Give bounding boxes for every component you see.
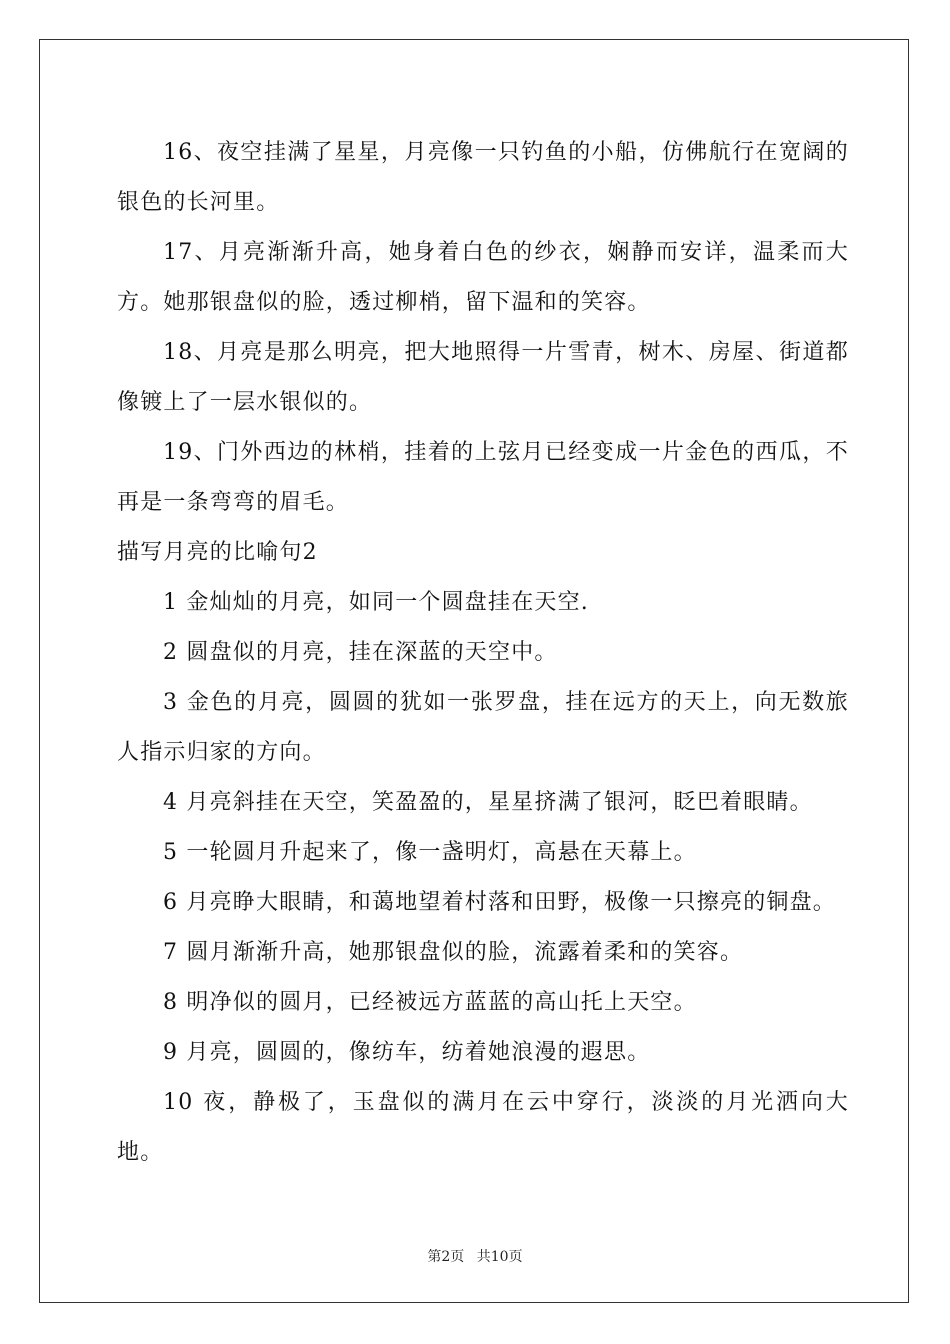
page-number: 第2页 <box>427 1249 465 1265</box>
page-total: 共10页 <box>476 1249 523 1265</box>
list-item-7: 7 圆月渐渐升高，她那银盘似的脸，流露着柔和的笑容。 <box>163 940 744 965</box>
paragraph-16: 16、夜空挂满了星星，月亮像一只钓鱼的小船，仿佛航行在宽阔的银色的长河里。 <box>117 140 849 215</box>
list-item-4: 4 月亮斜挂在天空，笑盈盈的，星星挤满了银河，眨巴着眼睛。 <box>163 790 813 815</box>
list-item-10: 10 夜，静极了，玉盘似的满月在云中穿行，淡淡的月光洒向大地。 <box>117 1090 849 1165</box>
page-footer <box>0 1246 950 1266</box>
paragraph-17: 17、月亮渐渐升高，她身着白色的纱衣，娴静而安详，温柔而大方。她那银盘似的脸，透过柳梢，留下温和的笑容。 <box>117 240 849 315</box>
list-item-3: 3 金色的月亮，圆圆的犹如一张罗盘，挂在远方的天上，向无数旅人指示归家的方向。 <box>117 690 849 765</box>
paragraph-19: 19、门外西边的林梢，挂着的上弦月已经变成一片金色的西瓜，不再是一条弯弯的眉毛。 <box>117 440 849 515</box>
paragraph-18: 18、月亮是那么明亮，把大地照得一片雪青，树木、房屋、街道都像镀上了一层水银似的。 <box>117 340 849 415</box>
list-item-5: 5 一轮圆月升起来了，像一盏明灯，高悬在天幕上。 <box>163 840 697 865</box>
list-item-1: 1 金灿灿的月亮，如同一个圆盘挂在天空. <box>163 590 589 615</box>
list-item-9: 9 月亮，圆圆的，像纺车，纺着她浪漫的遐思。 <box>163 1040 651 1065</box>
list-item-8: 8 明净似的圆月，已经被远方蓝蓝的高山托上天空。 <box>163 990 697 1015</box>
section-heading: 描写月亮的比喻句2 <box>117 540 318 565</box>
list-item-6: 6 月亮睁大眼睛，和蔼地望着村落和田野，极像一只擦亮的铜盘。 <box>163 890 836 915</box>
list-item-2: 2 圆盘似的月亮，挂在深蓝的天空中。 <box>163 640 558 665</box>
document-body <box>117 128 849 1178</box>
